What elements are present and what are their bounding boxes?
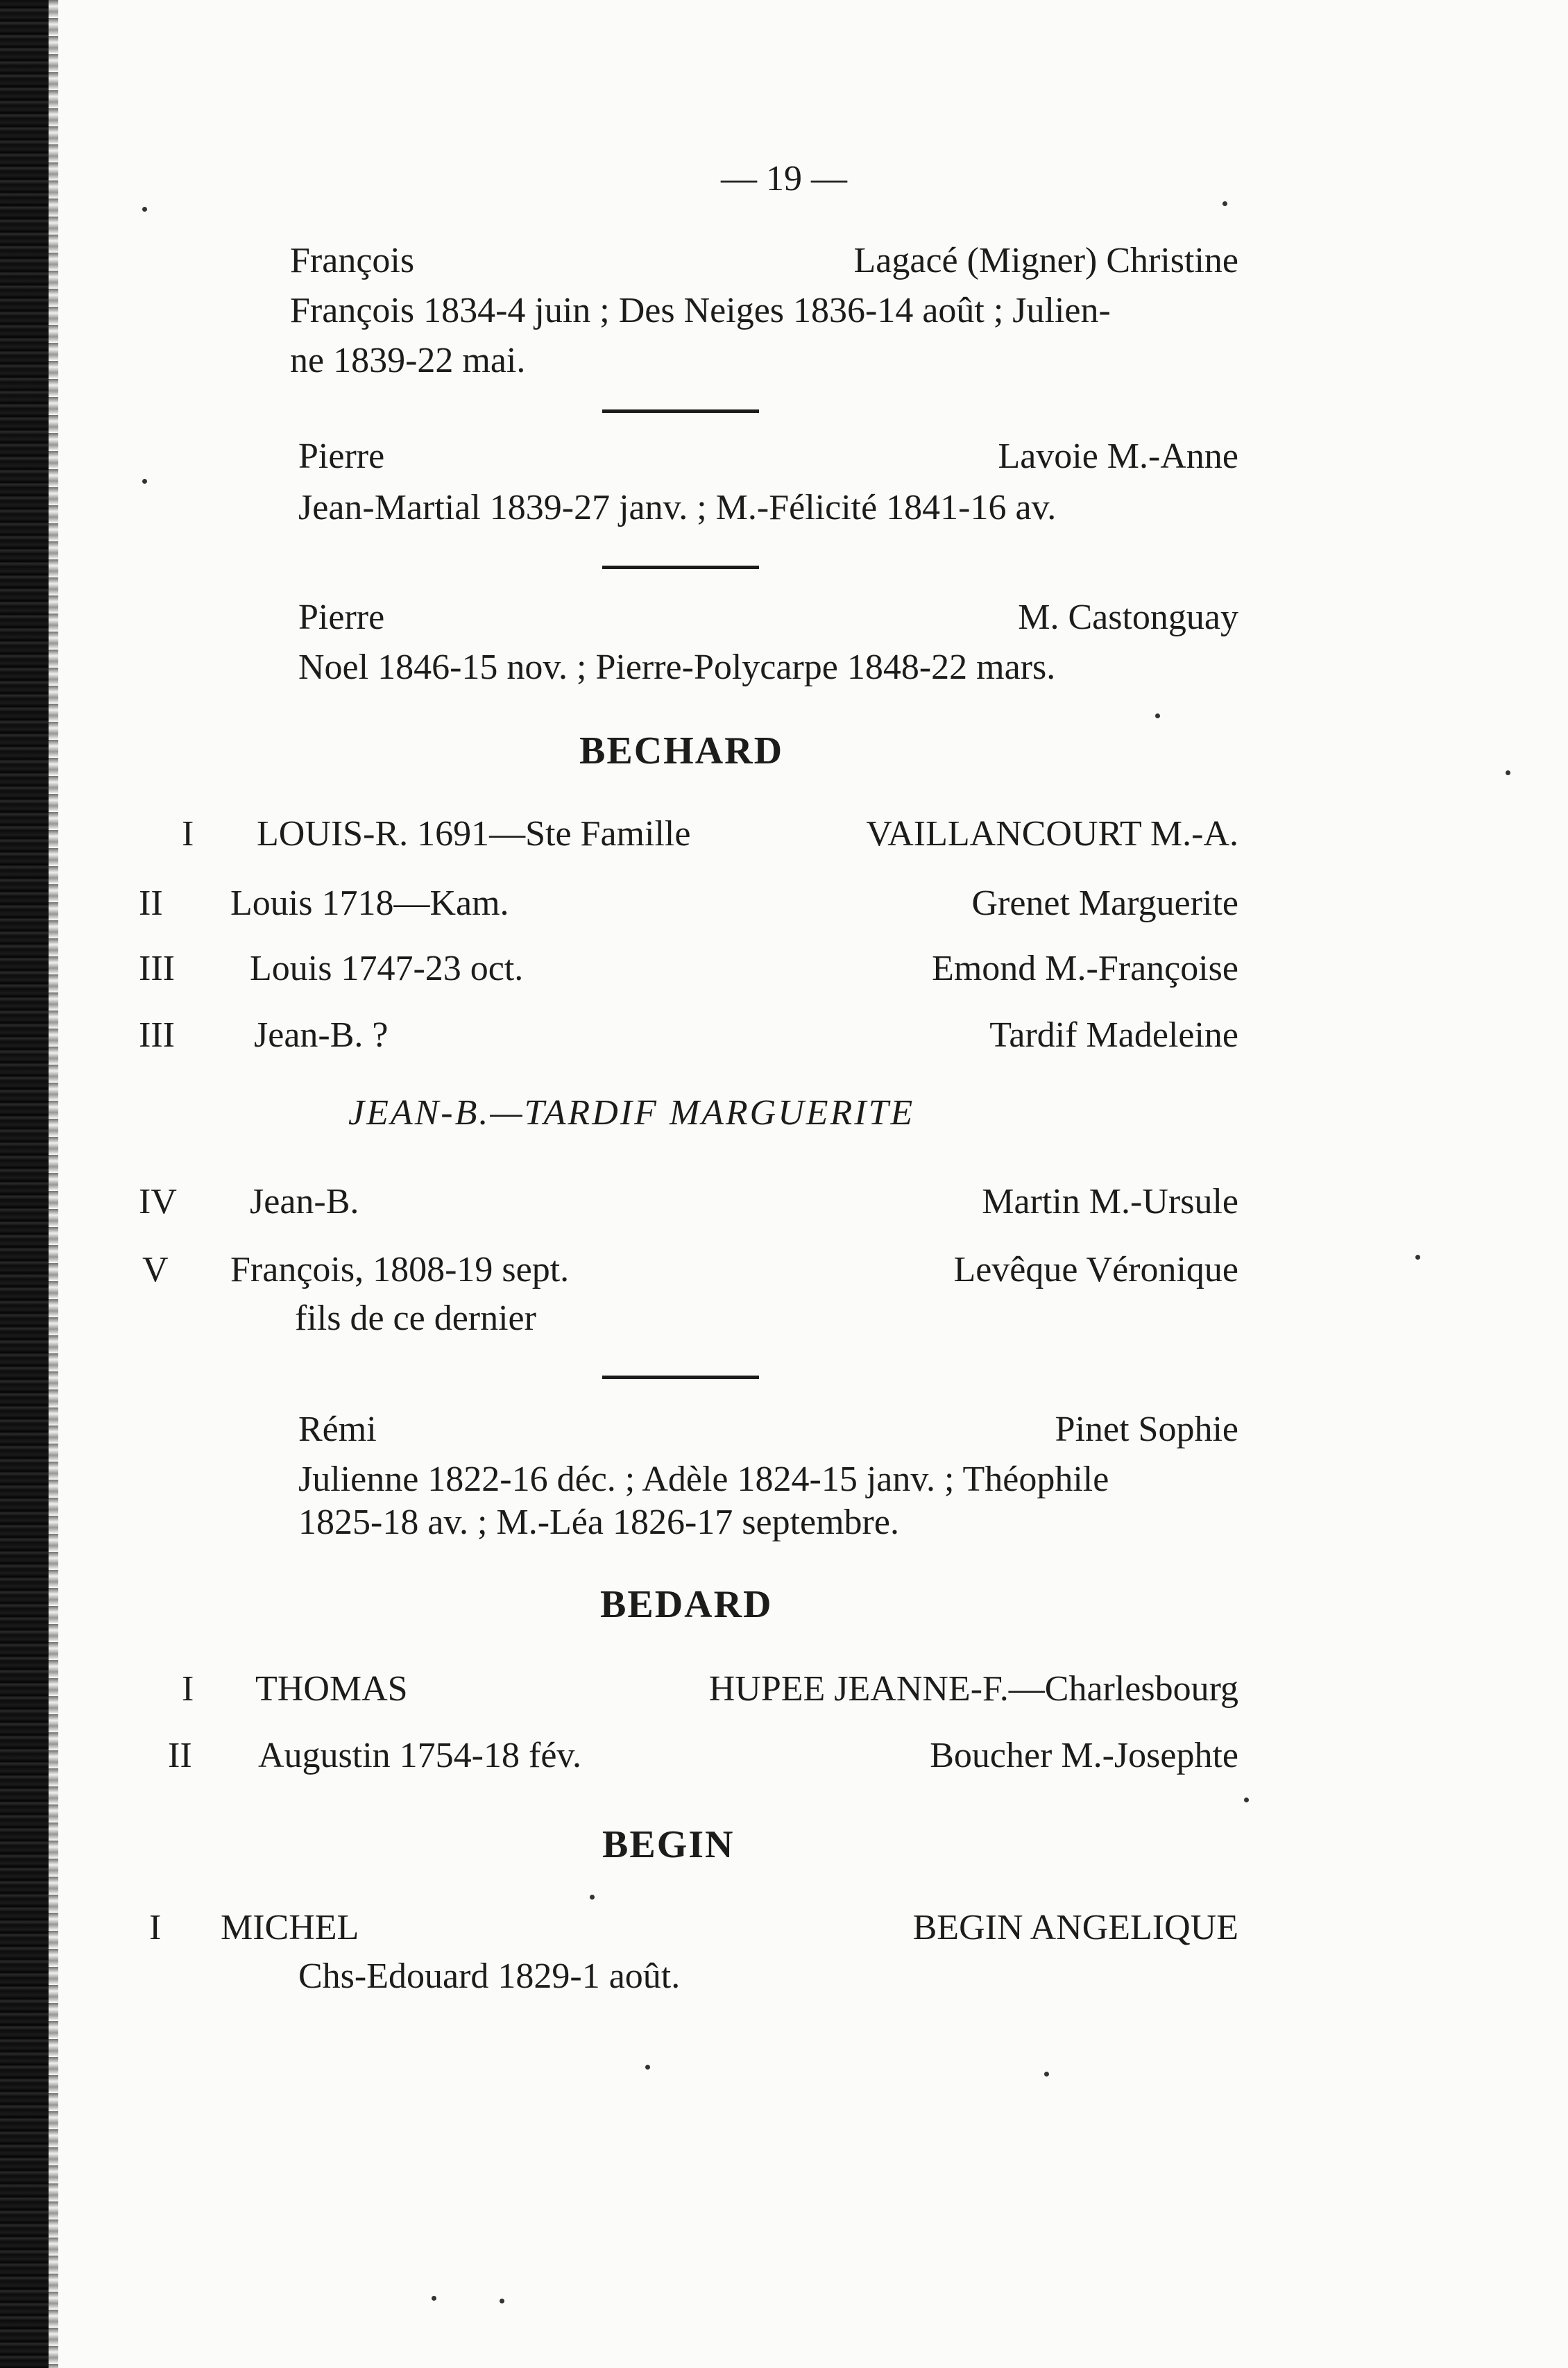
bechard-gen5-wife: Levêque Véronique (953, 1250, 1238, 1289)
bechard-gen5-husband-note: fils de ce dernier (295, 1299, 536, 1338)
bedard-gen2-wife: Boucher M.-Josephte (930, 1736, 1238, 1775)
bechard-gen1-husband: LOUIS-R. 1691—Ste Famille (257, 814, 691, 854)
bechard-gen4-wife: Martin M.-Ursule (982, 1182, 1238, 1221)
scan-speck (500, 2299, 504, 2303)
separator-rule (602, 409, 759, 413)
block4-children-line2: 1825-18 av. ; M.-Léa 1826-17 septembre. (298, 1503, 899, 1542)
section-title-begin: BEGIN (602, 1823, 735, 1866)
section-title-bedard: BEDARD (600, 1583, 773, 1626)
scan-speck (645, 2065, 650, 2070)
bechard-gen3a-husband: Louis 1747-23 oct. (250, 949, 524, 988)
bechard-gen2-wife: Grenet Marguerite (971, 883, 1238, 923)
bechard-gen4-roman: IV (139, 1182, 177, 1221)
block3-wife: M. Castonguay (1018, 598, 1238, 637)
scan-speck (590, 1895, 595, 1900)
begin-gen1-husband: MICHEL (221, 1908, 359, 1947)
bedard-gen2-roman: II (168, 1736, 192, 1775)
scan-speck (1244, 1798, 1249, 1802)
bedard-gen2-husband: Augustin 1754-18 fév. (258, 1736, 582, 1775)
block4-wife: Pinet Sophie (1055, 1410, 1238, 1449)
bechard-gen1-wife: VAILLANCOURT M.-A. (866, 814, 1238, 854)
block3-husband: Pierre (298, 598, 385, 637)
begin-gen1-roman: I (149, 1908, 162, 1947)
bechard-gen2-husband: Louis 1718—Kam. (230, 883, 509, 923)
block1-wife: Lagacé (Migner) Christine (853, 241, 1238, 280)
block4-children-line1: Julienne 1822-16 déc. ; Adèle 1824-15 janv. ; Théophile (298, 1460, 1109, 1499)
separator-rule (602, 566, 759, 569)
block1-children-line2: ne 1839-22 mai. (290, 341, 526, 380)
scan-speck (432, 2296, 436, 2301)
bedard-gen1-husband: THOMAS (255, 1669, 408, 1709)
block1-children-line1: François 1834-4 juin ; Des Neiges 1836-14 août ; Julien- (290, 291, 1111, 330)
begin-children-line1: Chs-Edouard 1829-1 août. (298, 1956, 681, 1996)
bedard-gen1-wife: HUPEE JEANNE-F.—Charlesbourg (708, 1669, 1238, 1709)
scan-speck (1506, 770, 1510, 775)
bechard-gen5-roman: V (142, 1250, 169, 1289)
begin-gen1-wife: BEGIN ANGELIQUE (912, 1908, 1238, 1947)
scan-speck (142, 479, 147, 484)
bechard-gen3b-roman: III (139, 1015, 175, 1055)
block2-husband: Pierre (298, 437, 385, 476)
section-title-bechard: BECHARD (579, 729, 784, 772)
bechard-gen5-husband: François, 1808-19 sept. (230, 1250, 570, 1289)
bechard-branch-subtitle: JEAN-B.—TARDIF MARGUERITE (348, 1093, 915, 1133)
block4-husband: Rémi (298, 1410, 377, 1449)
scan-speck (1155, 713, 1160, 718)
scan-speck (1222, 201, 1227, 206)
scan-speck (1044, 2072, 1049, 2077)
scan-binding-edge (0, 0, 49, 2368)
block1-husband: François (290, 241, 415, 280)
bechard-gen1-roman: I (182, 814, 194, 854)
bedard-gen1-roman: I (182, 1669, 194, 1709)
bechard-gen3a-wife: Emond M.-Françoise (932, 949, 1238, 988)
block3-children-line1: Noel 1846-15 nov. ; Pierre-Polycarpe 1848-22 mars. (298, 648, 1056, 687)
scan-speck (1415, 1255, 1420, 1260)
bechard-gen3b-husband: Jean-B. ? (254, 1015, 389, 1055)
bechard-gen3b-wife: Tardif Madeleine (989, 1015, 1238, 1055)
bechard-gen4-husband: Jean-B. (250, 1182, 359, 1221)
block2-children-line1: Jean-Martial 1839-27 janv. ; M.-Félicité 1841-16 av. (298, 488, 1057, 527)
scan-speck (142, 207, 147, 212)
page-number: — 19 — (721, 159, 847, 198)
bechard-gen2-roman: II (139, 883, 163, 923)
block2-wife: Lavoie M.-Anne (998, 437, 1238, 476)
bechard-gen3a-roman: III (139, 949, 175, 988)
separator-rule (602, 1376, 759, 1379)
